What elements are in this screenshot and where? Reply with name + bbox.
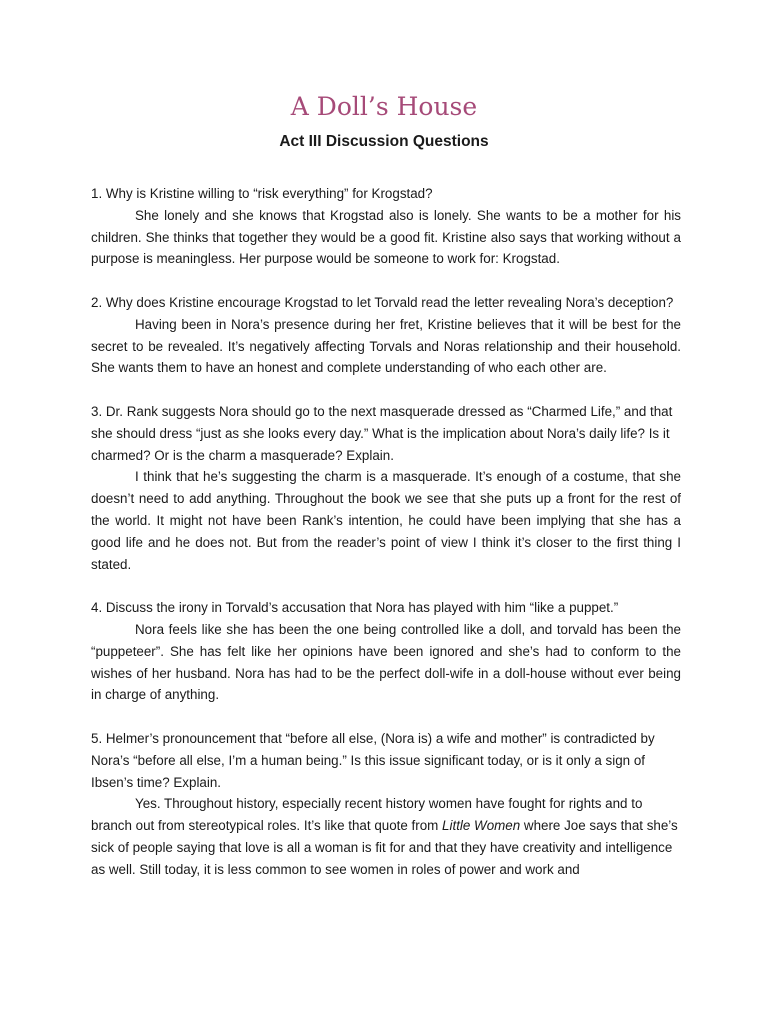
questions-list bbox=[91, 183, 681, 902]
answer-text: Nora feels like she has been the one being controlled like a doll, and torvald has been the “puppeteer”. She has felt like her opinions have been ignored and she’s had to conform to the wishes of her husband. Nora has had to be the perfect doll-wife in a doll-house without ever being in charge of anything. bbox=[91, 621, 681, 703]
answer-text: I think that he’s suggesting the charm is a masquerade. It’s enough of a costume, that she doesn’t need to add anything. Throughout the book we see that she puts up a front for the rest of the world. It might not have been Rank’s intention, he could have been implying that she has a good life and he does not. But from the reader’s point of view I think it’s closer to the first thing I stated. bbox=[91, 469, 681, 572]
answer-text-part: where Joe says that she’s sick of people saying that love is all a woman is fit for and that they have creativity and intelligence as well. Still today, it is less common to see women in roles of power and work and bbox=[91, 818, 678, 877]
question-block-3 bbox=[91, 401, 681, 575]
question-text: 4. Discuss the irony in Torvald’s accusation that Nora has played with him “like a puppet.” bbox=[91, 600, 619, 616]
document-title: A Doll’s House bbox=[290, 92, 478, 121]
question-block-2 bbox=[91, 292, 681, 379]
book-title: Little Women bbox=[442, 818, 521, 834]
answer-text: She lonely and she knows that Krogstad also is lonely. She wants to be a mother for his children. She thinks that together they would be a good fit. Kristine also says that working without a purpose is meaningless. Her purpose would be someone to work for: Krogstad. bbox=[91, 207, 681, 267]
document-subtitle: Act III Discussion Questions bbox=[279, 133, 489, 150]
question-text: 2. Why does Kristine encourage Krogstad to let Torvald read the letter revealing Nora’s deception? bbox=[91, 294, 674, 310]
question-block-5 bbox=[91, 728, 681, 881]
question-block-1 bbox=[91, 183, 681, 270]
question-block-4 bbox=[91, 597, 681, 706]
answer-text: Having been in Nora’s presence during her fret, Kristine believes that it will be best for the secret to be revealed. It’s negatively affecting Torvals and Noras relationship and their household. She wants them to have an honest and complete understanding of who each other are. bbox=[91, 316, 681, 376]
question-text: 5. Helmer’s pronouncement that “before all else, (Nora is) a wife and mother” is contradicted by Nora’s “before all else, I’m a human being.” Is this issue significant today, or is it only a sign of Ibsen’s time? Explain. bbox=[91, 730, 655, 790]
answer-text-part: Yes. Throughout history, especially recent history women have fought for rights and to branch out from stereotypical roles. It’s like that quote from bbox=[91, 796, 643, 834]
question-text: 3. Dr. Rank suggests Nora should go to the next masquerade dressed as “Charmed Life,” and that she should dress “just as she looks every day.” What is the implication about Nora’s daily life? Is it charmed? Or is the charm a masquerade? Explain. bbox=[91, 403, 673, 463]
answer-text bbox=[91, 793, 681, 880]
question-text: 1. Why is Kristine willing to “risk everything” for Krogstad? bbox=[91, 186, 433, 201]
